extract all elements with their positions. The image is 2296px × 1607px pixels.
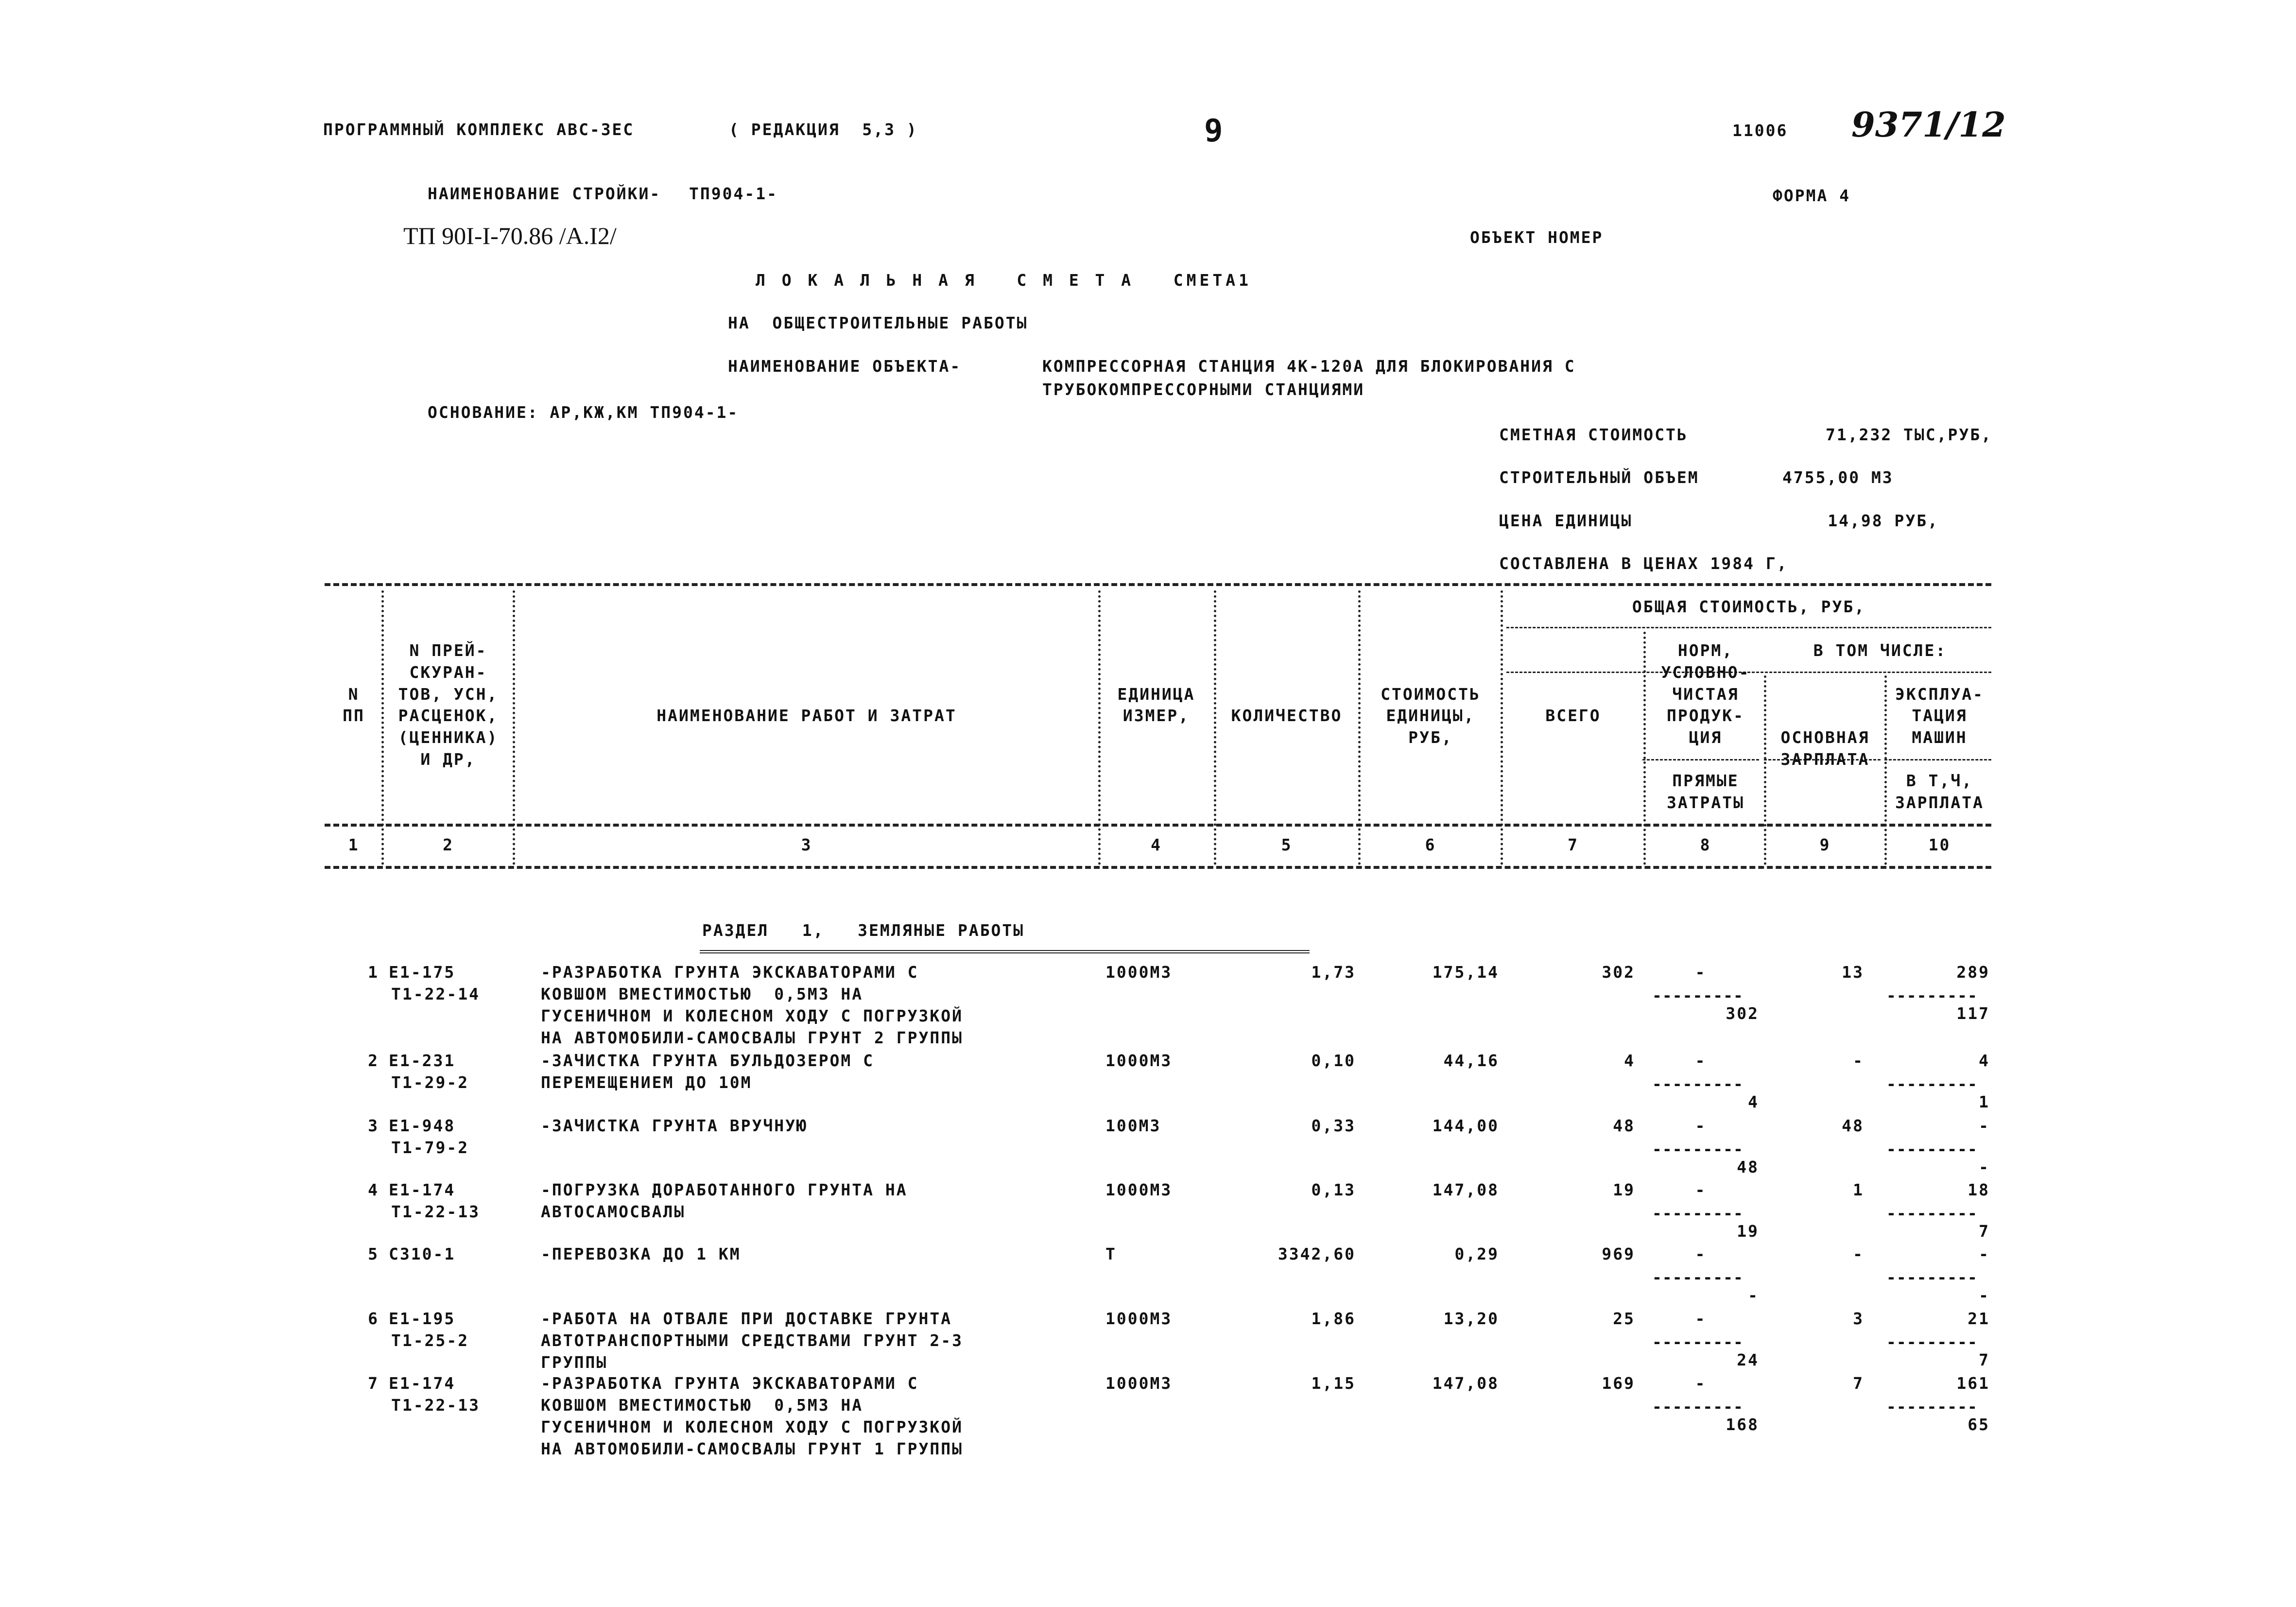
unit-price: 13,20 bbox=[1443, 1309, 1499, 1328]
cell-divider: --------- bbox=[1886, 1140, 1978, 1158]
total-cost: 19 bbox=[1613, 1180, 1635, 1199]
total-cost: 169 bbox=[1602, 1374, 1635, 1393]
col-2-header: РАСЦЕНОК, bbox=[398, 706, 499, 725]
column-separator bbox=[1643, 632, 1646, 865]
section-underline bbox=[700, 950, 1310, 953]
unit: 1000М3 bbox=[1105, 1180, 1173, 1199]
net-production: - bbox=[1695, 1374, 1707, 1393]
basis: ОСНОВАНИЕ: АР,КЖ,КМ ТП904-1- bbox=[428, 403, 739, 422]
document-code: 11006 bbox=[1732, 121, 1788, 140]
object-value-line-1: КОМПРЕССОРНАЯ СТАНЦИЯ 4К-120А ДЛЯ БЛОКИРОВАНИЯ С bbox=[1042, 357, 1576, 376]
work-description: ГУСЕНИЧНОМ И КОЛЕСНОМ ХОДУ С ПОГРУЗКОЙ bbox=[541, 1006, 963, 1025]
col-10-header: ЗАРПЛАТА bbox=[1895, 793, 1984, 812]
machine-salary: - bbox=[1979, 1286, 1990, 1305]
summary-value: 71,232 ТЫС,РУБ, bbox=[1825, 425, 1992, 444]
object-label: НАИМЕНОВАНИЕ ОБЪЕКТА- bbox=[728, 357, 962, 376]
total-cost: 48 bbox=[1613, 1116, 1635, 1135]
quantity: 1,15 bbox=[1311, 1374, 1356, 1393]
direct-costs: 24 bbox=[1737, 1350, 1759, 1369]
column-separator bbox=[1214, 590, 1216, 865]
document-subtitle: НА ОБЩЕСТРОИТЕЛЬНЫЕ РАБОТЫ bbox=[728, 313, 1028, 332]
unit-price: 144,00 bbox=[1432, 1116, 1499, 1135]
object-value-line-2: ТРУБОКОМПРЕССОРНЫМИ СТАНЦИЯМИ bbox=[1042, 380, 1365, 399]
column-separator bbox=[1501, 590, 1503, 865]
column-number: 6 bbox=[1425, 835, 1436, 854]
summary-label: СМЕТНАЯ СТОИМОСТЬ bbox=[1499, 425, 1688, 444]
rate-code-secondary: Т1-29-2 bbox=[391, 1073, 469, 1092]
rate-code-secondary: Т1-22-13 bbox=[391, 1202, 480, 1221]
cell-divider: --------- bbox=[1652, 986, 1744, 1005]
summary-label: СОСТАВЛЕНА В ЦЕНАХ 1984 Г, bbox=[1499, 554, 1788, 573]
unit-price: 147,08 bbox=[1432, 1180, 1499, 1199]
work-description: -РАБОТА НА ОТВАЛЕ ПРИ ДОСТАВКЕ ГРУНТА bbox=[541, 1309, 952, 1328]
base-salary: - bbox=[1853, 1051, 1864, 1070]
machine-operation: 21 bbox=[1968, 1309, 1990, 1328]
col-10-header: В Т,Ч, bbox=[1906, 771, 1973, 790]
machine-salary: 65 bbox=[1968, 1415, 1990, 1434]
summary-value: 14,98 РУБ, bbox=[1828, 511, 1939, 530]
cell-divider: --------- bbox=[1886, 1204, 1978, 1223]
net-production: - bbox=[1695, 963, 1707, 982]
column-separator bbox=[1098, 590, 1101, 865]
unit: 100М3 bbox=[1105, 1116, 1161, 1135]
total-cost-rule bbox=[1506, 627, 1991, 628]
quantity: 1,86 bbox=[1311, 1309, 1356, 1328]
expl-split-rule bbox=[1884, 759, 1991, 760]
machine-operation: - bbox=[1979, 1244, 1990, 1263]
column-number: 10 bbox=[1928, 835, 1951, 854]
unit-price: 44,16 bbox=[1443, 1051, 1499, 1070]
col-2-header: СКУРАН- bbox=[409, 663, 487, 682]
col-2-header: ТОВ, УСН, bbox=[398, 685, 499, 704]
row-number: 2 bbox=[368, 1051, 379, 1070]
rate-code: Е1-174 bbox=[389, 1374, 456, 1393]
machine-operation: 161 bbox=[1956, 1374, 1990, 1393]
machine-salary: 7 bbox=[1979, 1222, 1990, 1241]
machine-salary: 117 bbox=[1956, 1004, 1990, 1023]
column-separator bbox=[1358, 590, 1361, 865]
direct-costs: 302 bbox=[1726, 1004, 1759, 1023]
unit-price: 175,14 bbox=[1432, 963, 1499, 982]
quantity: 3342,60 bbox=[1277, 1244, 1356, 1263]
unit: Т bbox=[1105, 1244, 1117, 1263]
rate-code: Е1-231 bbox=[389, 1051, 456, 1070]
col-6-header: РУБ, bbox=[1408, 728, 1453, 747]
col-10-header: ЭКСПЛУА- bbox=[1895, 685, 1984, 704]
net-production: - bbox=[1695, 1051, 1707, 1070]
machine-operation: 289 bbox=[1956, 963, 1990, 982]
col-8-header: ЦИЯ bbox=[1689, 728, 1723, 747]
quantity: 0,10 bbox=[1311, 1051, 1356, 1070]
col-3-header: НАИМЕНОВАНИЕ РАБОТ И ЗАТРАТ bbox=[656, 706, 957, 725]
col-8-header: ЧИСТАЯ bbox=[1672, 685, 1739, 704]
cell-divider: --------- bbox=[1652, 1074, 1744, 1093]
direct-costs: 168 bbox=[1726, 1415, 1759, 1434]
col-9-header: ЗАРПЛАТА bbox=[1780, 750, 1870, 769]
column-number: 2 bbox=[443, 835, 454, 854]
total-cost-header: ОБЩАЯ СТОИМОСТЬ, РУБ, bbox=[1632, 597, 1866, 616]
rate-code-secondary: Т1-22-13 bbox=[391, 1396, 480, 1415]
net-production: - bbox=[1695, 1116, 1707, 1135]
col-6-header: ЕДИНИЦЫ, bbox=[1386, 706, 1475, 725]
work-description: КОВШОМ ВМЕСТИМОСТЬЮ 0,5М3 НА bbox=[541, 985, 863, 1003]
unit-price: 147,08 bbox=[1432, 1374, 1499, 1393]
machine-operation: 4 bbox=[1979, 1051, 1990, 1070]
work-description: НА АВТОМОБИЛИ-САМОСВАЛЫ ГРУНТ 2 ГРУППЫ bbox=[541, 1028, 963, 1047]
form-label: ФОРМА 4 bbox=[1773, 186, 1851, 205]
edition: ( РЕДАКЦИЯ 5,3 ) bbox=[729, 120, 918, 139]
direct-costs: 4 bbox=[1748, 1092, 1759, 1111]
col-7-header: ВСЕГО bbox=[1545, 706, 1601, 725]
col-8-header: ЗАТРАТЫ bbox=[1666, 793, 1745, 812]
col-8-header: ПРЯМЫЕ bbox=[1672, 771, 1739, 790]
summary-value: 4755,00 М3 bbox=[1782, 468, 1894, 487]
base-salary: - bbox=[1853, 1244, 1864, 1263]
base-salary: 7 bbox=[1853, 1374, 1864, 1393]
col-1-header: ПП bbox=[343, 706, 365, 725]
rate-code: Е1-195 bbox=[389, 1309, 456, 1328]
direct-costs: 48 bbox=[1737, 1158, 1759, 1176]
total-cost: 4 bbox=[1624, 1051, 1635, 1070]
work-description: ГРУППЫ bbox=[541, 1353, 608, 1372]
column-number: 9 bbox=[1819, 835, 1831, 854]
total-cost: 969 bbox=[1602, 1244, 1635, 1263]
total-cost: 302 bbox=[1602, 963, 1635, 982]
unit: 1000М3 bbox=[1105, 963, 1173, 982]
row-number: 3 bbox=[368, 1116, 379, 1135]
column-number: 3 bbox=[801, 835, 812, 854]
col-2-header: N ПРЕЙ- bbox=[409, 641, 487, 660]
rate-code: С310-1 bbox=[389, 1244, 456, 1263]
col-5-header: КОЛИЧЕСТВО bbox=[1231, 706, 1343, 725]
document-title: Л О К А Л Ь Н А Я С М Е Т А СМЕТА1 bbox=[756, 271, 1252, 290]
row-number: 4 bbox=[368, 1180, 379, 1199]
summary-label: ЦЕНА ЕДИНИЦЫ bbox=[1499, 511, 1633, 530]
work-description: КОВШОМ ВМЕСТИМОСТЬЮ 0,5М3 НА bbox=[541, 1396, 863, 1415]
work-description: -ПЕРЕВОЗКА ДО 1 КМ bbox=[541, 1244, 741, 1263]
col-10-header: ТАЦИЯ bbox=[1912, 706, 1968, 725]
machine-operation: - bbox=[1979, 1116, 1990, 1135]
rate-code-secondary: Т1-25-2 bbox=[391, 1331, 469, 1350]
col-8-header: УСЛОВНО- bbox=[1661, 663, 1750, 682]
base-salary: 1 bbox=[1853, 1180, 1864, 1199]
net-production: - bbox=[1695, 1180, 1707, 1199]
program-name: ПРОГРАММНЫЙ КОМПЛЕКС АВС-3ЕС bbox=[323, 120, 635, 139]
cell-divider: --------- bbox=[1652, 1397, 1744, 1416]
work-description: АВТОТРАНСПОРТНЫМИ СРЕДСТВАМИ ГРУНТ 2-3 bbox=[541, 1331, 963, 1350]
col-6-header: СТОИМОСТЬ bbox=[1381, 685, 1481, 704]
work-description: -ПОГРУЗКА ДОРАБОТАННОГО ГРУНТА НА bbox=[541, 1180, 908, 1199]
column-separator bbox=[1884, 675, 1887, 865]
row-number: 1 bbox=[368, 963, 379, 982]
object-number-label: ОБЪЕКТ НОМЕР bbox=[1470, 228, 1604, 247]
net-production: - bbox=[1695, 1309, 1707, 1328]
base-salary: 3 bbox=[1853, 1309, 1864, 1328]
handwritten-number: 9371/12 bbox=[1851, 104, 2006, 145]
rate-code: Е1-948 bbox=[389, 1116, 456, 1135]
column-number: 8 bbox=[1700, 835, 1711, 854]
column-number: 7 bbox=[1568, 835, 1579, 854]
net-production: - bbox=[1695, 1244, 1707, 1263]
cell-divider: --------- bbox=[1886, 1332, 1978, 1351]
col-4-header: ИЗМЕР, bbox=[1122, 706, 1190, 725]
direct-costs: - bbox=[1748, 1286, 1759, 1305]
col-2-header: (ЦЕННИКА) bbox=[398, 728, 499, 747]
column-numbers-rule bbox=[325, 866, 1991, 869]
machine-operation: 18 bbox=[1968, 1180, 1990, 1199]
page-number: 9 bbox=[1204, 113, 1223, 149]
base-salary: 13 bbox=[1842, 963, 1864, 982]
total-cost: 25 bbox=[1613, 1309, 1635, 1328]
column-number: 5 bbox=[1281, 835, 1293, 854]
work-description: АВТОСАМОСВАЛЫ bbox=[541, 1202, 686, 1221]
col-4-header: ЕДИНИЦА bbox=[1117, 685, 1195, 704]
cell-divider: --------- bbox=[1652, 1332, 1744, 1351]
cell-divider: --------- bbox=[1886, 986, 1978, 1005]
col-2-header: И ДР, bbox=[420, 750, 476, 769]
row-number: 7 bbox=[368, 1374, 379, 1393]
project-reference: ТП 90I-I-70.86 /А.I2/ bbox=[403, 222, 617, 249]
machine-salary: 7 bbox=[1979, 1350, 1990, 1369]
work-description: ГУСЕНИЧНОМ И КОЛЕСНОМ ХОДУ С ПОГРУЗКОЙ bbox=[541, 1417, 963, 1436]
work-description: -ЗАЧИСТКА ГРУНТА ВРУЧНУЮ bbox=[541, 1116, 808, 1135]
including-header: В ТОМ ЧИСЛЕ: bbox=[1813, 641, 1947, 660]
summary-label: СТРОИТЕЛЬНЫЙ ОБЪЕМ bbox=[1499, 468, 1699, 487]
quantity: 1,73 bbox=[1311, 963, 1356, 982]
quantity: 0,13 bbox=[1311, 1180, 1356, 1199]
cell-divider: --------- bbox=[1886, 1268, 1978, 1287]
col-10-header: МАШИН bbox=[1912, 728, 1968, 747]
cell-divider: --------- bbox=[1886, 1397, 1978, 1416]
work-description: ПЕРЕМЕЩЕНИЕМ ДО 10М bbox=[541, 1073, 752, 1092]
unit: 1000М3 bbox=[1105, 1374, 1173, 1393]
machine-salary: - bbox=[1979, 1158, 1990, 1176]
column-number: 4 bbox=[1151, 835, 1162, 854]
col-8-header: ПРОДУК- bbox=[1666, 706, 1745, 725]
unit: 1000М3 bbox=[1105, 1051, 1173, 1070]
column-separator bbox=[513, 590, 515, 865]
header-rule bbox=[325, 824, 1991, 827]
rate-code-secondary: Т1-79-2 bbox=[391, 1138, 469, 1157]
row-name-value: ТП904-1- bbox=[689, 184, 778, 203]
row-name-label: НАИМЕНОВАНИЕ СТРОЙКИ- bbox=[428, 184, 661, 203]
norm-split-rule bbox=[1642, 759, 1759, 760]
rate-code-secondary: Т1-22-14 bbox=[391, 985, 480, 1003]
direct-costs: 19 bbox=[1737, 1222, 1759, 1241]
col-1-header: N bbox=[348, 685, 360, 704]
rate-code: Е1-174 bbox=[389, 1180, 456, 1199]
row-number: 6 bbox=[368, 1309, 379, 1328]
work-description: -РАЗРАБОТКА ГРУНТА ЭКСКАВАТОРАМИ С bbox=[541, 1374, 919, 1393]
col-8-header: НОРМ, bbox=[1677, 641, 1734, 660]
col-9-header: ОСНОВНАЯ bbox=[1780, 728, 1870, 747]
section-title: РАЗДЕЛ 1, ЗЕМЛЯНЫЕ РАБОТЫ bbox=[702, 921, 1025, 940]
base-salary: 48 bbox=[1842, 1116, 1864, 1135]
unit: 1000М3 bbox=[1105, 1309, 1173, 1328]
work-description: -РАЗРАБОТКА ГРУНТА ЭКСКАВАТОРАМИ С bbox=[541, 963, 919, 982]
column-number: 1 bbox=[348, 835, 360, 854]
machine-salary: 1 bbox=[1979, 1092, 1990, 1111]
cell-divider: --------- bbox=[1652, 1140, 1744, 1158]
work-description: НА АВТОМОБИЛИ-САМОСВАЛЫ ГРУНТ 1 ГРУППЫ bbox=[541, 1439, 963, 1458]
rate-code: Е1-175 bbox=[389, 963, 456, 982]
table-top-rule bbox=[325, 583, 1991, 586]
row-number: 5 bbox=[368, 1244, 379, 1263]
cell-divider: --------- bbox=[1652, 1268, 1744, 1287]
unit-price: 0,29 bbox=[1454, 1244, 1499, 1263]
cell-divider: --------- bbox=[1886, 1074, 1978, 1093]
column-separator bbox=[381, 590, 384, 865]
cell-divider: --------- bbox=[1652, 1204, 1744, 1223]
quantity: 0,33 bbox=[1311, 1116, 1356, 1135]
work-description: -ЗАЧИСТКА ГРУНТА БУЛЬДОЗЕРОМ С bbox=[541, 1051, 875, 1070]
column-separator bbox=[1764, 675, 1766, 865]
